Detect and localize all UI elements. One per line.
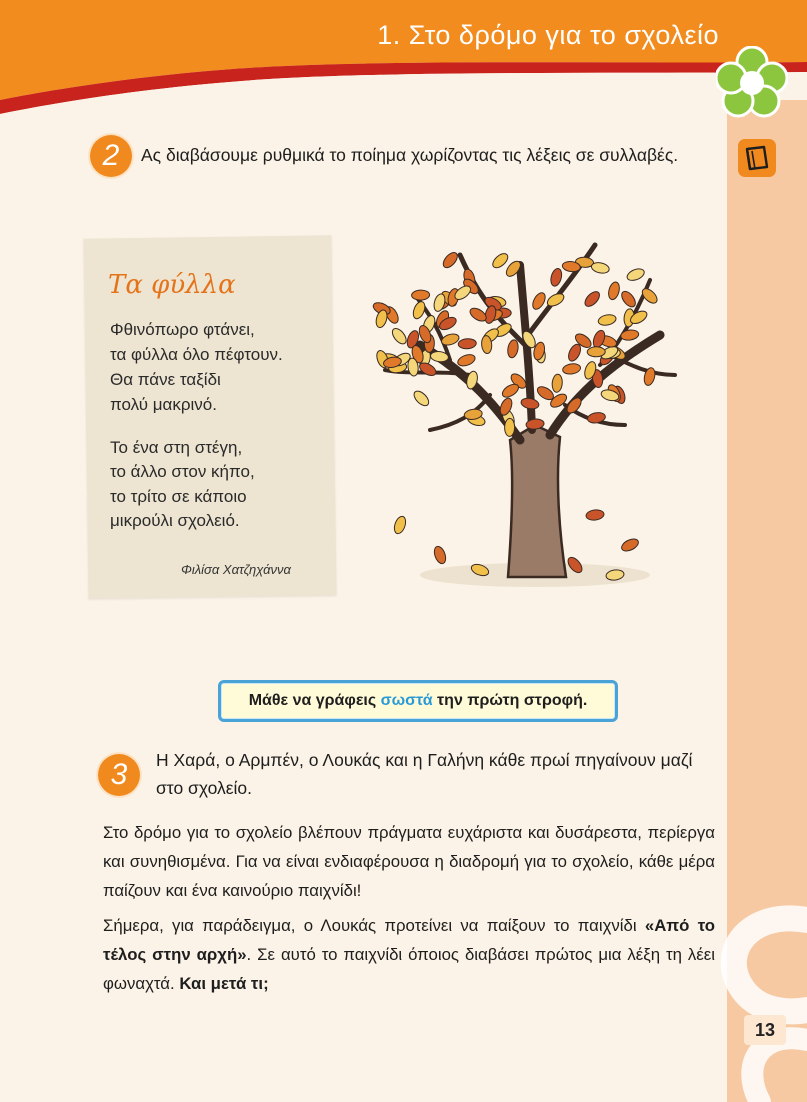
tip-highlight: σωστά bbox=[380, 692, 433, 709]
tip-text-after: την πρώτη στροφή. bbox=[432, 692, 588, 709]
leaf bbox=[582, 289, 602, 309]
exercise-intro: Η Χαρά, ο Αρμπέν, ο Λουκάς και η Γαλήνη κάθε πρωί πηγαίνουν μαζί στο σχολείο. bbox=[156, 750, 693, 798]
leaf bbox=[566, 342, 583, 363]
tip-text-before: Μάθε να γράφεις bbox=[248, 692, 381, 709]
flower-icon bbox=[716, 46, 788, 118]
leaf bbox=[390, 326, 409, 346]
header-band bbox=[0, 0, 807, 120]
leaf bbox=[456, 352, 476, 368]
chapter-title: 1. Στο δρόμο για το σχολείο bbox=[377, 20, 719, 50]
leaf bbox=[591, 329, 607, 349]
exercise-number: 2 bbox=[90, 135, 132, 177]
workbook-icon bbox=[738, 139, 776, 177]
leaf bbox=[490, 251, 510, 270]
leaf bbox=[590, 261, 610, 275]
paragraph: Στο δρόμο για το σχολείο βλέπουν πράγματα ευχάριστα και δυσάρεστα, περίεργα και συνηθισμένα. Για να είναι ενδιαφέρουσα η διαδρομή για το σχολείο, κάθε μέρα παίζουν και ένα καινούριο παιχνίδι! bbox=[103, 823, 715, 900]
leaf bbox=[520, 397, 540, 411]
leaf bbox=[607, 281, 621, 301]
leaf bbox=[549, 267, 563, 287]
poem-line: πολύ μακρινό. bbox=[110, 395, 217, 414]
poem-line: Θα πάνε ταξίδι bbox=[110, 370, 221, 389]
leaf bbox=[625, 267, 645, 283]
leaf bbox=[587, 347, 605, 357]
poem-author: Φιλίσα Χατζηχάννα bbox=[181, 562, 291, 577]
autumn-tree-illustration bbox=[360, 225, 690, 605]
leaf bbox=[411, 388, 431, 408]
tip-box bbox=[218, 680, 618, 722]
leaf bbox=[411, 300, 427, 320]
leaf bbox=[585, 509, 604, 521]
poem-line: Το ένα στη στέγη, bbox=[110, 438, 243, 457]
paragraph bbox=[103, 911, 715, 998]
poem-line: Φθινόπωρο φτάνει, bbox=[110, 320, 255, 339]
leaf bbox=[411, 290, 429, 301]
leaf bbox=[562, 363, 581, 376]
poem-line: μικρούλι σχολειό. bbox=[110, 511, 240, 530]
question-text: Και μετά τι; bbox=[179, 974, 269, 993]
exercise-number: 3 bbox=[98, 754, 140, 796]
leaf bbox=[392, 515, 407, 535]
leaf bbox=[504, 418, 514, 436]
game-name: «Από το τέλος στην αρχή» bbox=[103, 916, 715, 964]
leaf bbox=[620, 537, 641, 554]
paragraph-text: Σήμερα, για παράδειγμα, ο Λουκάς προτείνει να παίξουν το παιχνίδι bbox=[103, 916, 645, 935]
leaf bbox=[441, 250, 460, 270]
paragraph-text: . Σε αυτό το παιχνίδι όποιος διαβάσει πρώτος μια λέξη τη λέει φωναχτά. bbox=[103, 945, 715, 993]
leaf bbox=[506, 339, 519, 358]
leaf bbox=[619, 289, 638, 309]
leaf bbox=[458, 338, 477, 349]
page-number: 13 bbox=[744, 1015, 786, 1045]
poem-line: το τρίτο σε κάποιο bbox=[110, 487, 247, 506]
poem-line: το άλλο στον κήπο, bbox=[110, 462, 255, 481]
leaf bbox=[551, 374, 563, 393]
leaf bbox=[597, 313, 617, 327]
exercise-instruction: Ας διαβάσουμε ρυθμικά το ποίημα χωρίζοντας τις λέξεις σε συλλαβές. bbox=[141, 145, 679, 165]
leaf bbox=[432, 545, 448, 565]
poem-title: Τα φύλλα bbox=[108, 270, 236, 300]
poem-line: τα φύλλα όλο πέφτουν. bbox=[110, 345, 283, 364]
